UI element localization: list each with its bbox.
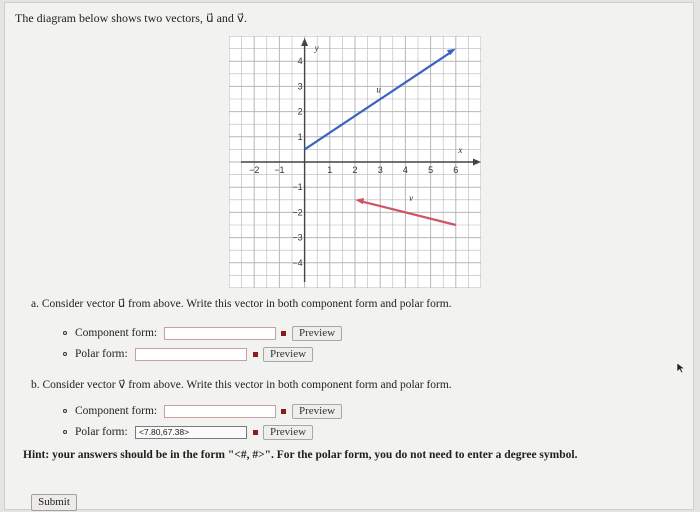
hint-text: Hint: your answers should be in the form "<#, #>". For the polar form, you do not need to enter a degree symbol. <box>23 449 578 461</box>
bullet-icon <box>63 352 67 356</box>
part-a-polar-label: Polar form: <box>75 348 128 360</box>
input-status-icon <box>253 352 258 357</box>
question-panel <box>4 2 694 510</box>
x-tick-label: 6 <box>453 165 459 175</box>
input-status-icon <box>281 331 286 336</box>
x-tick-label: 5 <box>428 165 434 175</box>
part-b-polar-input[interactable]: <7.80,67.38> <box>135 426 247 439</box>
part-a-polar-input[interactable] <box>135 348 247 361</box>
intro-prefix: The diagram below shows two vectors, <box>15 11 206 25</box>
part-a-prefix: a. Consider vector <box>31 298 118 310</box>
y-tick-label: 2 <box>297 106 303 117</box>
part-b-component-input[interactable] <box>164 405 276 418</box>
input-status-icon <box>281 409 286 414</box>
submit-button[interactable]: Submit <box>31 494 77 511</box>
part-b-component-preview-button[interactable]: Preview <box>292 404 342 419</box>
part-b-suffix: from above. Write this vector in both component form and polar form. <box>125 379 452 391</box>
x-tick-label: −1 <box>274 165 285 175</box>
y-axis-label: y <box>314 43 319 54</box>
intro-and: and <box>213 11 237 25</box>
intro-u: u⃗ <box>205 11 214 25</box>
part-a-component-input[interactable] <box>164 327 276 340</box>
x-tick-label: 3 <box>377 165 383 175</box>
part-a-suffix: from above. Write this vector in both component form and polar form. <box>125 298 452 310</box>
part-b-component-row <box>63 405 157 417</box>
input-status-icon <box>253 430 258 435</box>
vector-graph <box>229 36 481 288</box>
x-tick-label: −2 <box>249 165 260 175</box>
x-tick-label: 4 <box>402 165 408 175</box>
y-tick-label: 1 <box>297 131 303 142</box>
part-b-polar-label: Polar form: <box>75 426 128 438</box>
part-a-component-preview-button[interactable]: Preview <box>292 326 342 341</box>
y-tick-label: 4 <box>297 56 303 67</box>
part-b-prefix: b. Consider vector <box>31 379 119 391</box>
bullet-icon <box>63 331 67 335</box>
part-b-vector: v⃗ <box>118 379 126 391</box>
vector-v-label: v⃗ <box>409 193 421 204</box>
part-a-component-row <box>63 327 157 339</box>
part-a-component-label: Component form: <box>75 327 158 339</box>
intro-text <box>15 11 247 26</box>
y-tick-label: 3 <box>297 81 303 92</box>
part-a-vector: u⃗ <box>117 298 126 310</box>
y-tick-label: −4 <box>292 257 303 268</box>
bullet-icon <box>63 430 67 434</box>
x-tick-label: 2 <box>352 165 358 175</box>
y-tick-label: −1 <box>292 182 303 193</box>
part-b-prompt <box>31 377 452 391</box>
intro-v: v⃗ <box>236 11 245 25</box>
part-a-polar-row <box>63 348 128 360</box>
y-tick-label: −2 <box>292 207 303 218</box>
part-b-component-label: Component form: <box>75 405 158 417</box>
bullet-icon <box>63 409 67 413</box>
x-axis-label: x <box>458 145 463 156</box>
x-tick-label: 1 <box>327 165 333 175</box>
vector-u-label: u⃗ <box>376 84 388 95</box>
intro-suffix: . <box>244 11 248 25</box>
part-b-polar-row <box>63 426 128 438</box>
part-a-polar-preview-button[interactable]: Preview <box>263 347 313 362</box>
part-b-polar-preview-button[interactable]: Preview <box>263 425 313 440</box>
part-a-prompt <box>31 296 452 310</box>
y-tick-label: −3 <box>292 232 303 243</box>
mouse-cursor-icon <box>676 362 686 374</box>
